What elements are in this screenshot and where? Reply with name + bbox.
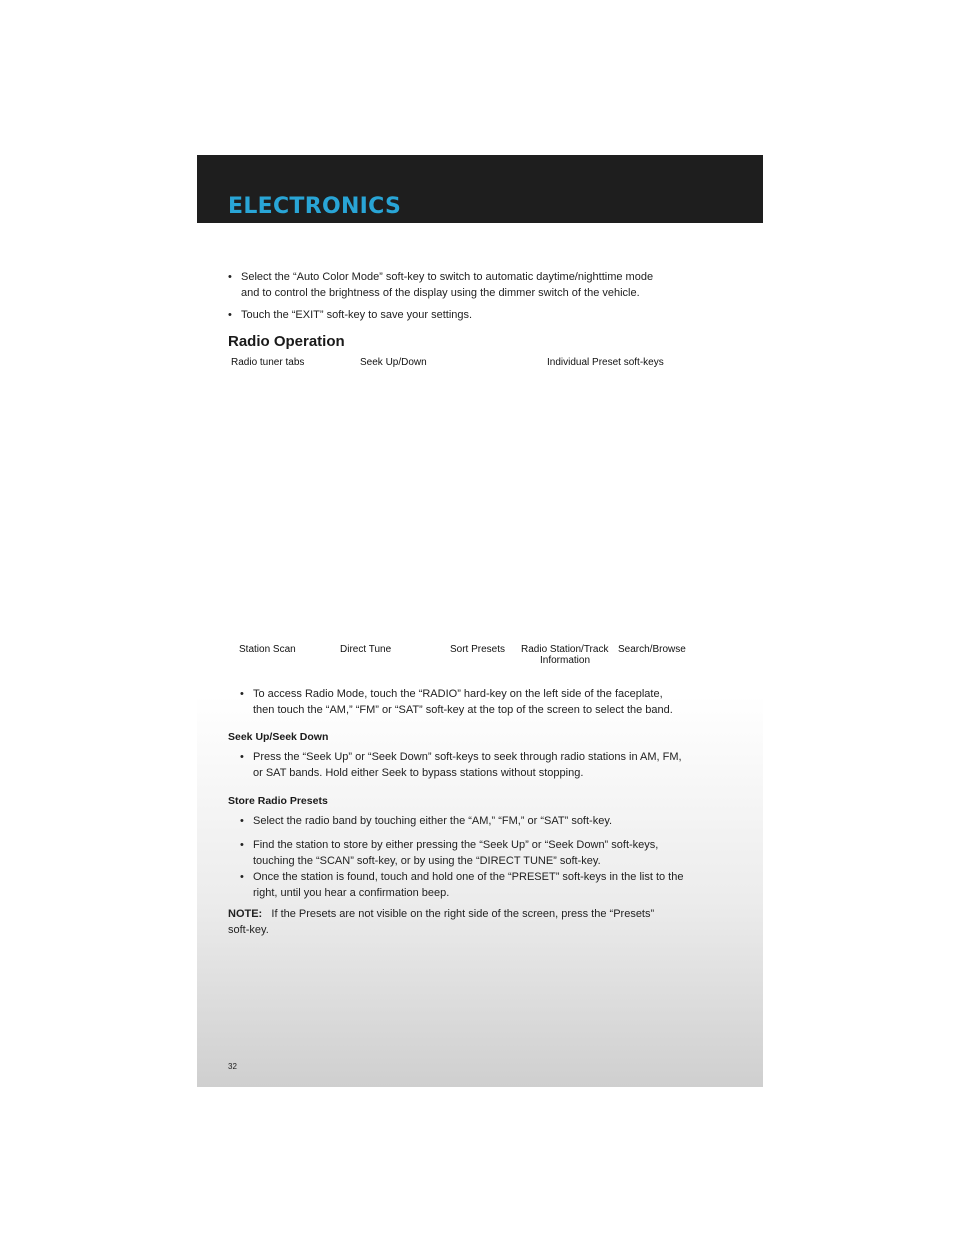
store-presets-heading: Store Radio Presets bbox=[228, 795, 328, 807]
manual-page bbox=[197, 155, 763, 1087]
bullet-text: Press the “Seek Up” or “Seek Down” soft-keys to seek through radio stations in AM, FM, bbox=[253, 751, 682, 763]
bullet-text: or SAT bands. Hold either Seek to bypass stations without stopping. bbox=[253, 767, 584, 779]
bullet-dot: • bbox=[228, 271, 232, 283]
bullet-text: Select the “Auto Color Mode” soft-key to switch to automatic daytime/nighttime mode bbox=[241, 271, 654, 283]
label-station-scan: Station Scan bbox=[239, 644, 296, 655]
note-label: NOTE: bbox=[228, 908, 263, 920]
note-paragraph bbox=[228, 906, 728, 938]
bullet-text: To access Radio Mode, touch the “RADIO” hard-key on the left side of the faceplate, bbox=[253, 688, 663, 700]
bullet-text: right, until you hear a confirmation beep. bbox=[253, 887, 450, 899]
section-title: ELECTRONICS bbox=[228, 194, 402, 219]
bullet-select-band bbox=[240, 813, 740, 829]
radio-screen-figure-area bbox=[227, 377, 727, 635]
bullet-dot: • bbox=[240, 751, 244, 763]
bullet-find-station bbox=[240, 837, 740, 869]
bullet-text: Once the station is found, touch and hold one of the “PRESET” soft-keys in the list to the bbox=[253, 871, 684, 883]
bullet-text: then touch the “AM,” “FM” or “SAT” soft-key at the top of the screen to select the band. bbox=[253, 704, 673, 716]
bullet-text: touching the “SCAN” soft-key, or by using the “DIRECT TUNE” soft-key. bbox=[253, 855, 601, 867]
seek-heading: Seek Up/Seek Down bbox=[228, 731, 329, 743]
bullet-dot: • bbox=[240, 871, 244, 883]
label-sort-presets: Sort Presets bbox=[450, 644, 506, 655]
bullet-auto-color-mode bbox=[228, 269, 738, 301]
page-number: 32 bbox=[228, 1062, 237, 1071]
label-individual-preset-soft-keys: Individual Preset soft-keys bbox=[547, 357, 664, 368]
bullet-text: and to control the brightness of the display using the dimmer switch of the vehicle. bbox=[241, 287, 640, 299]
label-search-browse: Search/Browse bbox=[618, 644, 686, 655]
label-seek-up-down: Seek Up/Down bbox=[360, 357, 427, 368]
bullet-text: Select the radio band by touching either the “AM,” “FM,” or “SAT” soft-key. bbox=[253, 815, 613, 827]
bullet-dot: • bbox=[240, 839, 244, 851]
note-text: If the Presets are not visible on the right side of the screen, press the “Presets” bbox=[271, 908, 655, 920]
label-radio-station-track: Radio Station/Track bbox=[521, 644, 609, 655]
radio-operation-heading: Radio Operation bbox=[228, 333, 345, 350]
bullet-dot: • bbox=[228, 309, 232, 321]
bullet-text: Find the station to store by either pressing the “Seek Up” or “Seek Down” soft-keys, bbox=[253, 839, 659, 851]
bullet-dot: • bbox=[240, 815, 244, 827]
bullet-access-radio bbox=[240, 686, 740, 718]
label-direct-tune: Direct Tune bbox=[340, 644, 392, 655]
bullet-hold-preset bbox=[240, 869, 740, 901]
bullet-dot: • bbox=[240, 688, 244, 700]
bullet-text: Touch the “EXIT” soft-key to save your settings. bbox=[241, 309, 473, 321]
label-information: Information bbox=[540, 655, 591, 666]
label-radio-tuner-tabs: Radio tuner tabs bbox=[231, 357, 305, 368]
section-header-bar bbox=[197, 155, 763, 223]
bullet-seek bbox=[240, 749, 740, 781]
note-text-continued: soft-key. bbox=[228, 924, 269, 936]
bullet-exit bbox=[228, 307, 738, 323]
